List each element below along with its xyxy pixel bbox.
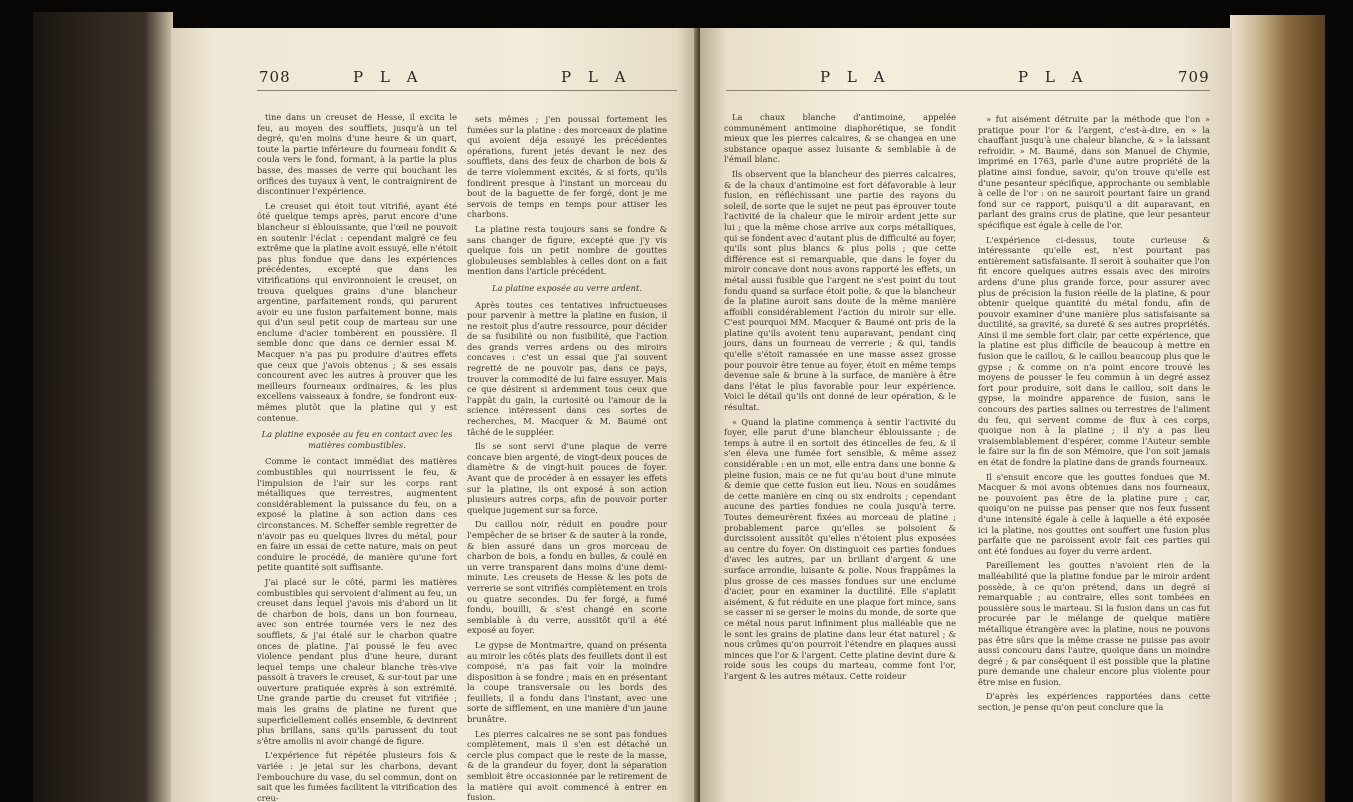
left-page xyxy=(171,28,698,802)
paragraph: Pareillement les gouttes n'avoient rien de la malléabilité que la platine fondue par le miroir ardent possède, à ce qu'on prétend, dans un degré si remarquable ; au contraire, elles sont tombées en poussière sous le marteau. Si la fusion dans un cas fut procurée par le mélange de quelque matière métallique étrangère avec la platine, nous ne pouvons pas être sûrs que la même crasse ne puisse pas avoir aussi concouru dans l'autre, quoique dans un moindre degré ; & par conséquent il est possible que la platine pure demande une chaleur encore plus violente pour être mise en fusion. xyxy=(978,560,1210,687)
left-column-2 xyxy=(467,114,667,802)
left-headword-1: P L A xyxy=(353,68,424,86)
section-heading: La platine exposée au verre ardent. xyxy=(492,282,642,293)
paragraph: sets mêmes ; j'en poussai fortement les fumées sur la platine : des morceaux de platine qui avoient déja essuyé les précédentes opérations, furent jetés devant le nez des soufflets, dans des feux de charbon de bois & de terre violemment excités, & si forts, qu'ils fondirent presque à l'instant un morceau du bout de la baguette de fer forgé, dont je me servois de temps en temps pour attiser les charbons. xyxy=(467,114,667,220)
paragraph: D'après les expériences rapportées dans cette section, je pense qu'on peut conclure que la xyxy=(978,691,1210,713)
paragraph: J'ai placé sur le côté, parmi les matières combustibles qui servoient d'aliment au feu, un creuset dans lequel j'avois mis d'abord un lit de charbon de bois, dans un bon fourneau, avec son entrée tournée vers le nez des soufflets, & j'ai étalé sur le charbon quatre onces de platine. J'ai poussé le feu avec violence pendant plus d'une heure, durant lequel temps une chaleur blanche très-vive passoit à travers le creuset, & sur-tout par une ouverture pratiquée exprès à son extrémité. Une grande partie du creuset fut vitrifiée ; mais les grains de platine ne furent que superficiellement collés ensemble, & devinrent plus brillans, sans qu'ils parussent du tout s'être amollis ni avoir changé de figure. xyxy=(257,576,457,746)
right-column-2 xyxy=(978,114,1210,717)
header-rule xyxy=(257,90,677,91)
right-page-number: 709 xyxy=(1178,68,1210,86)
book-page-edges xyxy=(1230,15,1325,802)
left-page-number: 708 xyxy=(259,68,291,86)
paragraph: La chaux blanche d'antimoine, appelée communément antimoine diaphorétique, se fondit mieux que les pierres calcaires, & se changea en une substance opaque assez luisante & semblable à de l'émail blanc. xyxy=(724,112,956,165)
paragraph: L'expérience ci-dessus, toute curieuse & intéressante qu'elle est, n'est pourtant pas entièrement satisfaisante. Il seroit à souhaiter que l'on fit encore quelques autres essais avec des miroirs ardens d'une plus grande force, pour assurer avec plus de précision la fusion réelle de la platine, & pour obtenir quelque quantité du métal fondu, afin de pouvoir examiner d'une manière plus satisfaisante sa ductilité, sa gravité, sa dureté & ses autres propriétés. Ainsi il me semble fort clair, par cette expérience, que la platine est plus difficile de beaucoup à mettre en fusion que le caillou, & le caillou beaucoup plus que le gypse ; & comme on n'a point encore trouvé les moyens de pousser le feu commun à un degré assez fort pour produire, soit dans le caillou, soit dans le gypse, la moindre apparence de fusion, sans le concours des parties salines ou terrestres de l'aliment du feu, qui servent comme de flux à ces corps, quoique non à la platine ; il n'y a pas lieu vraisemblablement d'espérer, comme l'Auteur semble le faire sur la fin de son Mémoire, que l'on soit jamais en état de fondre la platine dans de grands fourneaux. xyxy=(978,234,1210,467)
paragraph: « Quand la platine commença à sentir l'activité du foyer, elle parut d'une blancheur éblouissante ; de temps à autre il en sortoit des étincelles de feu, & il s'en éleva une fumée fort sensible, & même assez considérable : en un mot, elle entra dans une bonne & pleine fusion, mais ce ne fut qu'au bout d'une minute & demie que cette fusion eut lieu. Nous en soudâmes de cette manière en cinq ou six endroits ; cependant aucune des parties fondues ne coula jusqu'à terre. Toutes demeurèrent fixées au morceau de platine ; probablement parce qu'elles se polsoient & durcissoient aussitôt qu'elles n'étoient plus exposées au centre du foyer. On distinguoit ces parties fondues d'avec les autres, par un brillant d'argent & une surface arrondie, luisante & polie. Nous frappâmes la plus grosse de ces masses fondues sur une enclume d'acier, pour en examiner la ductilité. Elle s'aplatit aisément, & fut réduite en une plaque fort mince, sans se casser ni se gerser le moins du monde, de sorte que ce métal nous parut infiniment plus malléable que ne le sont les grains de platine dans leur état naturel ; & nous crûmes qu'on pourroit l'étendre en plaques aussi minces que l'or & l'argent. Cette platine devint dure & roide sous les coups du marteau, comme font l'or, l'argent & les autres métaux. Cette roideur xyxy=(724,416,956,681)
paragraph: Il s'ensuit encore que les gouttes fondues que M. Macquer & moi avons obtenues dans nos fourneaux, ne pouvoient pas être de la platine pure ; car, quoiqu'on ne puisse pas penser que nos feux fussent d'une intensité égale à celle à laquelle a été exposée ici la platine, nos gouttes ont souffert une fusion plus parfaite que ne paroissent avoir fait ces parties qui ont été fondues au foyer du verre ardent. xyxy=(978,471,1210,556)
right-headword-2: P L A xyxy=(1018,68,1089,86)
paragraph: » fut aisément détruite par la méthode que l'on » pratique pour l'or & l'argent, c'est-à-dire, en » la chauffant jusqu'à une chaleur blanche, & » la laissant refroidir. » M. Baumé, dans son Manuel de Chymie, imprimé en 1763, parle d'une autre propriété de la platine ainsi fondue, savoir, qu'on trouve qu'elle est d'une pesanteur spécifique, approchante ou semblable à celle de l'or : on ne sauroit pourtant faire un grand fond sur ce rapport, puisqu'il a dit auparavant, en parlant des grains crus de platine, que leur pesanteur spécifique est égale à celle de l'or. xyxy=(978,114,1210,230)
right-column-1 xyxy=(724,112,956,685)
paragraph: Comme le contact immédiat des matières combustibles qui nourrissent le feu, & l'impulsion de l'air sur les corps rant métalliques que terrestres, augmentent considérablement la puissance du feu, on a exposé la platine à son action dans ces circonstances. M. Scheffer semble regretter de n'avoir pas eu quelques livres du métal, pour en faire un essai de cette nature, mais on peut conduire le procédé, de manière qu'une fort petite quantité soit suffisante. xyxy=(257,456,457,573)
paragraph: Les pierres calcaires ne se sont pas fondues complètement, mais il s'en est détaché un cercle plus compact que le reste de la masse, & de la grandeur du foyer, dont la séparation sembloit être occasionnée par le retirement de la matière qui avoit commencé à entrer en fusion. xyxy=(467,728,667,802)
paragraph: Du caillou noir, réduit en poudre pour l'empêcher de se briser & de sauter à la ronde, & bien assuré dans un gros morceau de charbon de bois, a fondu en bulles, & coulé en un verre transparent dans moins d'une demi-minute. Les creusets de Hesse & les pots de verrerie se sont vitrifiés complètement en trois ou quatre secondes. Du fer forgé, a fumé fondu, bouilli, & s'est changé en scorie semblable à du verre, aussitôt qu'il a été exposé au foyer. xyxy=(467,519,667,636)
paragraph: Le creuset qui étoit tout vitrifié, ayant été ôté quelque temps après, parut encore d'une blancheur si éblouissante, que l'œil ne pouvoit en soutenir l'éclat : cependant malgré ce feu extrême que la platine avoit essuyé, elle n'étoit pas plus fondue que dans les expériences précédentes, excepté que dans les vitrifications qui environnoient le creuset, on trouva quelques grains d'une blancheur argentine, parfaitement ronds, qui parurent avoir eu une fusion parfaitement bonne, mais qui d'un seul petit coup de marteau sur une enclume d'acier tombèrent en poussière. Il semble donc que dans ce dernier essai M. Macquer n'a pas pu produire d'autres effets que ceux que j'avois obtenus ; & ses essais concourent avec les autres à prouver que les meilleurs fourneaux ordinaires, & les plus excellens vaisseaux à fondre, se fondront eux-mêmes plutôt que la platine qui y est contenue. xyxy=(257,200,457,423)
paragraph: L'expérience fut répétée plusieurs fois & variée : je jetai sur les charbons, devant l'embouchure du vase, du sel commun, dont on sait que les fumées facilitent la vitrification des creu- xyxy=(257,750,457,802)
book-cover-left xyxy=(33,12,173,802)
paragraph: Ils observent que la blancheur des pierres calcaires, & de la chaux d'antimoine est fort défavorable à leur fusion, en réfléchissant une partie des rayons du soleil, de sorte que le sujet ne peut pas éprouver toute l'activité de la chaleur que le miroir ardent jette sur lui ; que la même chose arrive aux corps métalliques, qui se fondent avec d'autant plus de difficulté au foyer, qu'ils sont plus blancs & plus polis ; que cette différence est si remarquable, que dans le foyer du miroir concave dont nous avons rapporté les effets, un métal aussi fusible que l'argent ne s'est point du tout fondu quand sa surface étoit polie, & que la blancheur de la platine auroit sans doute de la même manière affoibli considérablement l'action du miroir sur elle. C'est pourquoi MM. Macquer & Baumé ont pris de la platine qu'ils avoient tenu auparavant, pendant cinq jours, dans un fourneau de verrerie ; & qui, tandis qu'elle s'étoit ramassée en une masse assez grosse pour pouvoir être tenue au foyer, étoit en même temps devenue sale & brune à la surface, de manière à être dans l'état le plus favorable pour leur expérience. Voici le détail qu'ils ont donné de leur opération, & le résultat. xyxy=(724,168,956,413)
paragraph: Le gypse de Montmartre, quand on présenta au miroir les côtés plats des feuillets dont il est composé, n'a pas fait voir la moindre disposition à se fondre ; mais en en présentant la coupe transversale ou les bords des feuillets, il a fondu dans l'instant, avec une sorte de sifflement, en une manière d'un jaune brunâtre. xyxy=(467,639,667,725)
left-headword-2: P L A xyxy=(561,68,632,86)
right-page xyxy=(700,28,1232,802)
paragraph: La platine resta toujours sans se fondre & sans changer de figure, excepté que j'y vis quelque fois un petit nombre de gouttes globuleuses semblables à celles dont on a fait mention dans l'article précédent. xyxy=(467,223,667,277)
paragraph: Ils se sont servi d'une plaque de verre concave bien argenté, de vingt-deux pouces de diamètre & de vingt-huit pouces de foyer. Avant que de procéder à en essayer les effets sur la platine, ils ont exposé à son action plusieurs autres corps, afin de pouvoir porter quelque jugement sur sa force. xyxy=(467,441,667,515)
header-rule xyxy=(726,90,1210,91)
left-column-1 xyxy=(257,112,457,802)
paragraph: tine dans un creuset de Hesse, il excita le feu, au moyen des soufflets, jusqu'à un tel degré, qu'en moins d'une heure & un quart, toute la partie inférieure du fourneau fondit & coula vers le fond, formant, à la partie la plus basse, des masses de verre qui bouchant les orifices des tuyaux à vent, le contraignirent de discontinuer l'expérience. xyxy=(257,112,457,197)
paragraph: Après toutes ces tentatives infructueuses pour parvenir à mettre la platine en fusion, il ne restoit plus d'autre ressource, pour décider de sa fusibilité ou non fusibilité, que l'action des grands verres ardens ou des miroirs concaves : c'est un essai que j'ai souvent regretté de ne pouvoir pas, dans ce pays, trouver la commodité de lui faire essuyer. Mais ce que désirent si ardemment tous ceux que l'appât du gain, la curiosité ou l'amour de la science intéressent dans ces sortes de recherches, M. Macquer & M. Baumé ont tâché de le suppléer. xyxy=(467,299,667,437)
right-headword-1: P L A xyxy=(820,68,891,86)
section-heading: La platine exposée au feu en contact avec les matières combustibles. xyxy=(261,429,453,450)
